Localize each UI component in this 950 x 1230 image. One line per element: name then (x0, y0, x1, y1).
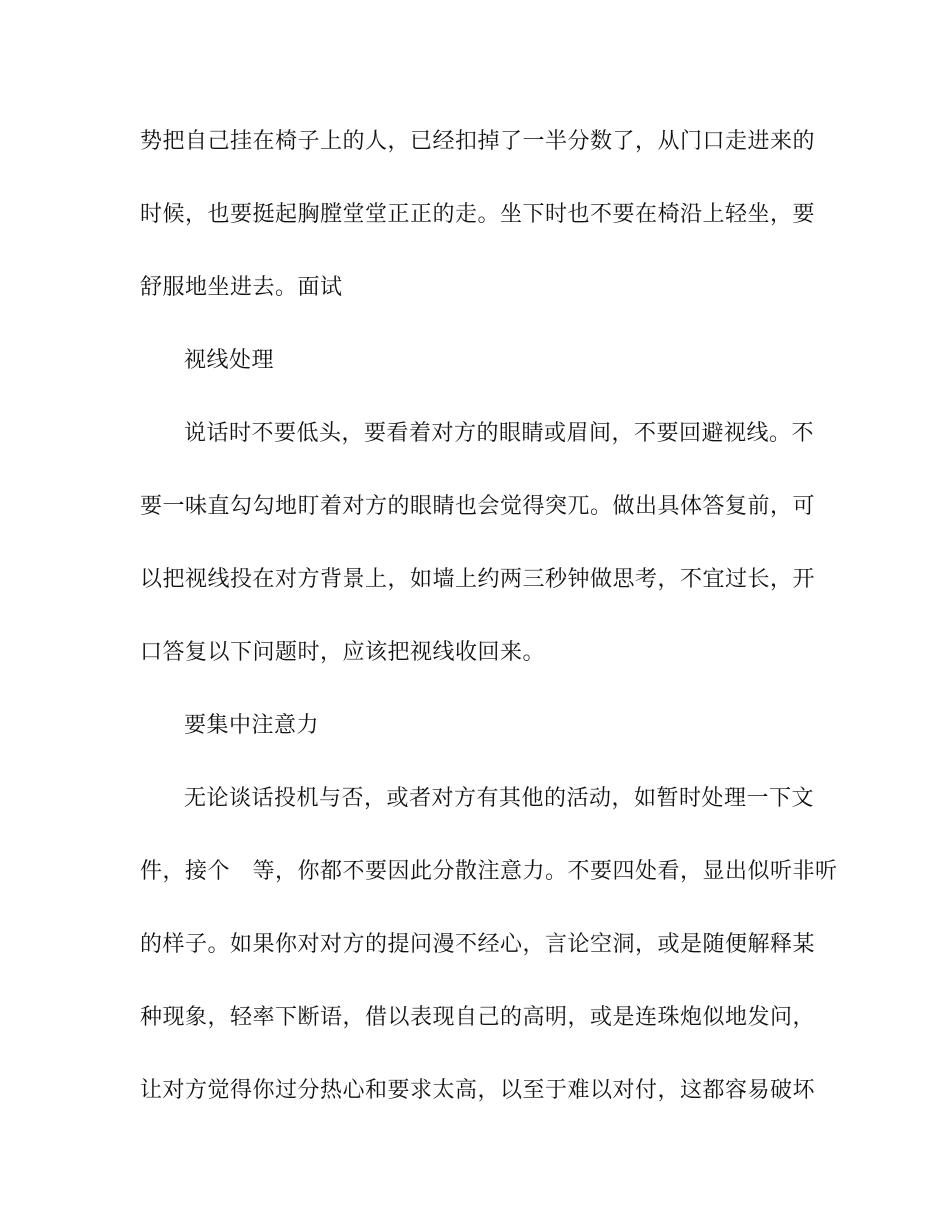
text-line: 口答复以下问题时，应该把视线收回来。 (140, 640, 546, 665)
text-line: 以把视线投在对方背景上，如墙上约两三秒钟做思考，不宜过长，开 (140, 567, 816, 592)
text-line: 要一味直勾勾地盯着对方的眼睛也会觉得突兀。做出具体答复前，可 (140, 494, 816, 519)
text-line: 舒服地坐进去。面试 (140, 275, 343, 300)
text-line: 时候，也要挺起胸膛堂堂正正的走。坐下时也不要在椅沿上轻坐，要 (140, 202, 816, 227)
text-line: 种现象，轻率下断语，借以表现自己的高明，或是连珠炮似地发问， (140, 1005, 816, 1030)
text-line: 让对方觉得你过分热心和要求太高，以至于难以对付，这都容易破坏 (140, 1078, 816, 1103)
text-line: 说话时不要低头，要看着对方的眼睛或眉间，不要回避视线。不 (184, 421, 815, 446)
text-line: 件，接个 等，你都不要因此分散注意力。不要四处看，显出似听非听 (140, 859, 838, 884)
text-line: 势把自己挂在椅子上的人，已经扣掉了一半分数了，从门口走进来的 (140, 129, 816, 154)
section-heading: 视线处理 (184, 348, 275, 373)
section-heading: 要集中注意力 (184, 713, 320, 738)
text-line: 无论谈话投机与否，或者对方有其他的活动，如暂时处理一下文 (184, 786, 815, 811)
text-line: 的样子。如果你对对方的提问漫不经心，言论空洞，或是随便解释某 (140, 932, 816, 957)
